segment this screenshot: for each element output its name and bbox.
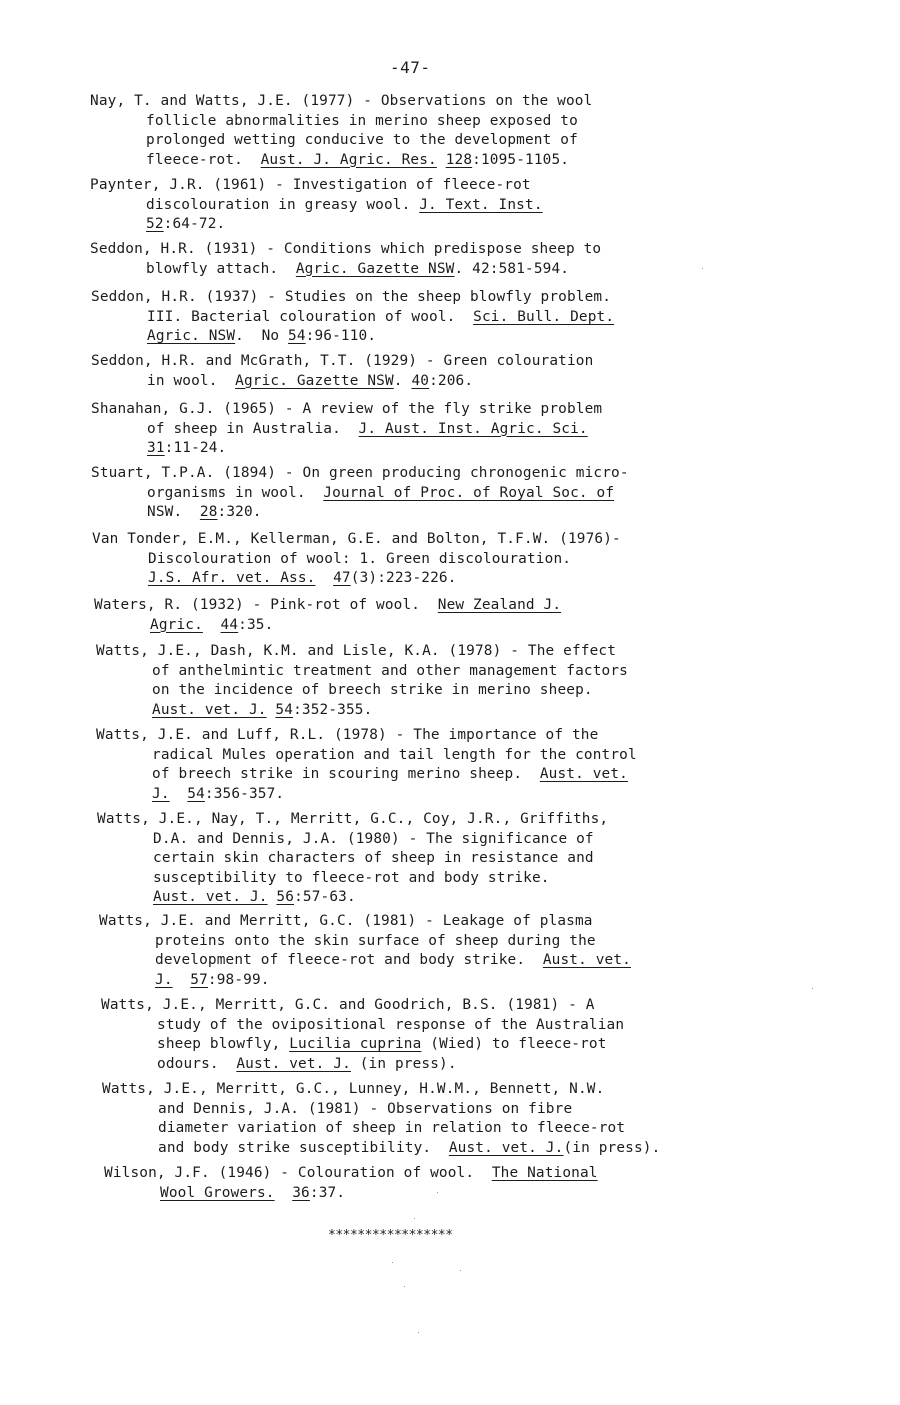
reference-line <box>97 810 608 830</box>
reference-line <box>90 112 592 132</box>
reference-text: :356-357. <box>204 785 285 802</box>
reference-text: :64-72. <box>163 216 226 232</box>
reference-text: organisms in wool. <box>147 484 324 501</box>
reference-text: Van Tonder, E.M., Kellerman, G.E. and Bolton, T.F.W. (1976)- <box>92 531 621 547</box>
citation-source-text: J. Text. Inst. <box>419 196 543 213</box>
reference-entry <box>99 912 631 990</box>
reference-text: :35. <box>238 616 274 633</box>
reference-line <box>97 888 608 908</box>
citation-source-text: Sci. Bull. Dept. <box>473 308 615 325</box>
citation-source-text: Agric. NSW <box>147 328 236 344</box>
reference-text: Discolouration of wool: 1. Green discolouration. <box>148 550 572 567</box>
reference-text: (in press). <box>563 1139 661 1156</box>
citation-source-text: 40 <box>411 372 430 389</box>
reference-text <box>173 972 191 988</box>
reference-line <box>102 1139 660 1159</box>
reference-text: and body strike susceptibility. <box>158 1139 449 1156</box>
reference-entry <box>92 530 621 589</box>
reference-text: . <box>393 372 412 389</box>
reference-line <box>90 260 601 280</box>
reference-entry <box>94 596 561 635</box>
citation-source-text: Agric. <box>150 616 203 633</box>
end-of-references-marker: ***************** <box>328 1228 453 1243</box>
reference-text <box>275 1185 293 1201</box>
reference-line <box>94 596 561 616</box>
reference-text: :96-110. <box>305 328 377 344</box>
reference-line <box>94 616 561 636</box>
reference-line <box>91 372 593 392</box>
reference-line <box>102 1080 660 1100</box>
reference-line <box>97 830 608 850</box>
citation-source-text: J. <box>155 971 173 988</box>
reference-text: Seddon, H.R. (1937) - Studies on the sheep blowfly problem. <box>91 289 612 305</box>
reference-line <box>101 1016 624 1036</box>
reference-text: :320. <box>217 504 262 520</box>
reference-line <box>91 352 593 372</box>
reference-text: susceptibility to fleece-rot and body strike. <box>153 869 550 886</box>
reference-line <box>91 484 629 504</box>
reference-text: Wilson, J.F. (1946) - Colouration of wool. <box>104 1165 492 1181</box>
reference-line <box>90 176 543 196</box>
reference-line <box>91 400 602 420</box>
reference-text: (Wied) to fleece-rot <box>421 1036 607 1052</box>
citation-source-text: 54 <box>288 328 306 344</box>
citation-source-text: 54 <box>275 701 294 718</box>
reference-text: D.A. and Dennis, J.A. (1980) - The significance of <box>153 830 594 847</box>
reference-text: Watts, J.E., Merritt, G.C. and Goodrich, B.S. (1981) - A <box>101 997 595 1013</box>
reference-text: study of the ovipositional response of the Australian <box>157 1016 625 1033</box>
reference-text: proteins onto the skin surface of sheep during the <box>155 932 596 949</box>
reference-line <box>101 1035 624 1055</box>
reference-line <box>90 131 592 151</box>
reference-line <box>91 439 602 459</box>
reference-text: :37. <box>309 1184 346 1201</box>
reference-entry <box>91 400 602 459</box>
citation-source-text: Aust. vet. J. <box>153 889 268 905</box>
reference-text: on the incidence of breech strike in merino sheep. <box>152 682 593 698</box>
citation-source-text: J. <box>152 785 170 802</box>
reference-line <box>96 746 637 766</box>
reference-text <box>170 786 188 802</box>
reference-text: in wool. <box>147 372 236 389</box>
reference-line <box>90 92 592 112</box>
reference-line <box>96 662 628 682</box>
citation-source-text: 31 <box>147 440 165 456</box>
reference-text: NSW. <box>147 504 200 520</box>
reference-line <box>90 196 543 216</box>
citation-source-text: Agric. Gazette NSW <box>295 260 455 277</box>
reference-text: development of fleece-rot and body strike. <box>155 952 543 968</box>
reference-text: and Dennis, J.A. (1981) - Observations on fibre <box>158 1100 573 1117</box>
reference-line <box>91 503 629 523</box>
citation-source-text: Aust. vet. <box>539 766 628 782</box>
reference-text: :11-24. <box>164 440 227 456</box>
reference-entry <box>97 810 608 908</box>
reference-line <box>91 288 614 308</box>
reference-line <box>102 1119 660 1139</box>
reference-line <box>91 327 614 347</box>
reference-line <box>101 996 624 1016</box>
reference-text <box>437 152 446 168</box>
reference-text: Watts, J.E., Merritt, G.C., Lunney, H.W.M., Bennett, N.W. <box>102 1081 605 1097</box>
reference-text: of sheep in Australia. <box>147 420 359 437</box>
reference-text: . No <box>235 328 289 344</box>
reference-text: Watts, J.E. and Merritt, G.C. (1981) - Leakage of plasma <box>99 913 593 929</box>
reference-line <box>91 420 602 440</box>
reference-text: sheep blowfly, <box>157 1036 290 1052</box>
reference-text <box>203 617 221 633</box>
citation-source-text: 44 <box>220 616 239 633</box>
reference-text: follicle abnormalities in merino sheep exposed to <box>146 112 578 129</box>
reference-line <box>104 1164 598 1184</box>
reference-text: (3):223-226. <box>350 570 457 586</box>
reference-entry <box>91 464 629 523</box>
reference-line <box>99 971 631 991</box>
reference-text: :57-63. <box>294 889 356 905</box>
reference-text: fleece-rot. <box>146 151 261 168</box>
reference-line <box>96 765 637 785</box>
citation-source-text: Aust. J. Agric. Res. <box>260 151 437 168</box>
reference-entry <box>96 726 637 804</box>
reference-text: Shanahan, G.J. (1965) - A review of the fly strike problem <box>91 401 603 417</box>
reference-entry <box>90 240 601 279</box>
reference-text: of anthelmintic treatment and other management factors <box>152 662 628 679</box>
reference-line <box>90 240 601 260</box>
reference-text: Watts, J.E., Nay, T., Merritt, G.C., Coy, J.R., Griffiths, <box>97 811 609 827</box>
citation-source-text: 36 <box>292 1184 310 1201</box>
reference-text: III. Bacterial colouration of wool. <box>147 308 474 325</box>
reference-text: (in press). <box>350 1055 457 1072</box>
reference-entry <box>104 1164 598 1203</box>
reference-line <box>91 464 629 484</box>
reference-text: of breech strike in scouring merino sheep. <box>152 766 540 782</box>
reference-text: prolonged wetting conducive to the development of <box>146 132 578 148</box>
reference-line <box>92 550 621 570</box>
citation-source-text: Journal of Proc. of Royal Soc. of <box>323 484 615 501</box>
reference-line <box>97 849 608 869</box>
citation-source-text: Agric. Gazette NSW <box>235 372 394 389</box>
reference-line <box>99 951 631 971</box>
reference-line <box>102 1100 660 1120</box>
reference-line <box>91 308 614 328</box>
reference-text: Seddon, H.R. (1931) - Conditions which predispose sheep to <box>90 241 602 257</box>
citation-source-text: 56 <box>276 889 295 905</box>
citation-source-text: 54 <box>187 785 205 802</box>
citation-source-text: 128 <box>445 151 473 168</box>
citation-source-text: The National <box>491 1165 598 1181</box>
citation-source-text: New Zealand J. <box>437 597 562 613</box>
reference-line <box>96 642 628 662</box>
citation-source-text: Aust. vet. <box>542 952 631 968</box>
reference-text <box>315 570 333 586</box>
reference-entry <box>91 288 614 347</box>
reference-text: Waters, R. (1932) - Pink-rot of wool. <box>94 597 438 613</box>
reference-text: Watts, J.E., Dash, K.M. and Lisle, K.A. (1978) - The effect <box>96 643 617 659</box>
reference-text: Watts, J.E. and Luff, R.L. (1978) - The importance of the <box>96 727 599 743</box>
reference-entry <box>101 996 624 1074</box>
reference-line <box>92 530 621 550</box>
reference-line <box>96 701 628 721</box>
citation-source-text: 28 <box>199 504 218 520</box>
reference-text: Seddon, H.R. and McGrath, T.T. (1929) - Green colouration <box>91 353 594 369</box>
reference-line <box>96 785 637 805</box>
reference-text: Paynter, J.R. (1961) - Investigation of fleece-rot <box>90 177 531 193</box>
reference-line <box>104 1184 598 1204</box>
reference-line <box>97 869 608 889</box>
reference-text: Nay, T. and Watts, J.E. (1977) - Observations on the wool <box>90 93 593 109</box>
citation-source-text: Aust. vet. J. <box>236 1055 351 1072</box>
citation-source-text: 52 <box>146 216 164 232</box>
reference-text: :98-99. <box>207 971 270 988</box>
reference-line <box>96 681 628 701</box>
reference-text: diameter variation of sheep in relation to fleece-rot <box>158 1120 626 1136</box>
reference-entry <box>102 1080 660 1158</box>
reference-text: . 42:581-594. <box>454 260 570 277</box>
reference-line <box>99 932 631 952</box>
reference-text: Stuart, T.P.A. (1894) - On green producing chronogenic micro- <box>91 465 629 481</box>
reference-text: :352-355. <box>293 701 373 718</box>
page-number: -47- <box>390 58 431 77</box>
citation-source-text: J.S. Afr. vet. Ass. <box>148 570 316 586</box>
reference-text: :1095-1105. <box>472 151 570 168</box>
reference-text: certain skin characters of sheep in resistance and <box>153 850 594 866</box>
reference-line <box>101 1055 624 1075</box>
reference-entry <box>96 642 628 720</box>
reference-text: radical Mules operation and tail length for the control <box>152 746 637 763</box>
reference-text: :206. <box>429 372 474 389</box>
reference-text: odours. <box>157 1055 237 1072</box>
citation-source-text: J. Aust. Inst. Agric. Sci. <box>358 420 588 437</box>
reference-line <box>96 726 637 746</box>
reference-entry <box>91 352 593 391</box>
reference-entry <box>90 176 543 235</box>
reference-text: blowfly attach. <box>146 260 296 277</box>
reference-line <box>90 151 592 171</box>
citation-source-text: Aust. vet. J. <box>448 1139 564 1156</box>
reference-text: discolouration in greasy wool. <box>146 196 420 213</box>
citation-source-text: 57 <box>190 971 208 988</box>
reference-line <box>92 569 621 589</box>
citation-source-text: Aust. vet. J. <box>152 701 267 718</box>
reference-entry <box>90 92 592 170</box>
reference-line <box>99 912 631 932</box>
citation-source-text: 47 <box>333 570 351 586</box>
citation-source-text: Lucilia cuprina <box>289 1036 422 1052</box>
citation-source-text: Wool Growers. <box>160 1184 275 1201</box>
reference-line <box>90 215 543 235</box>
